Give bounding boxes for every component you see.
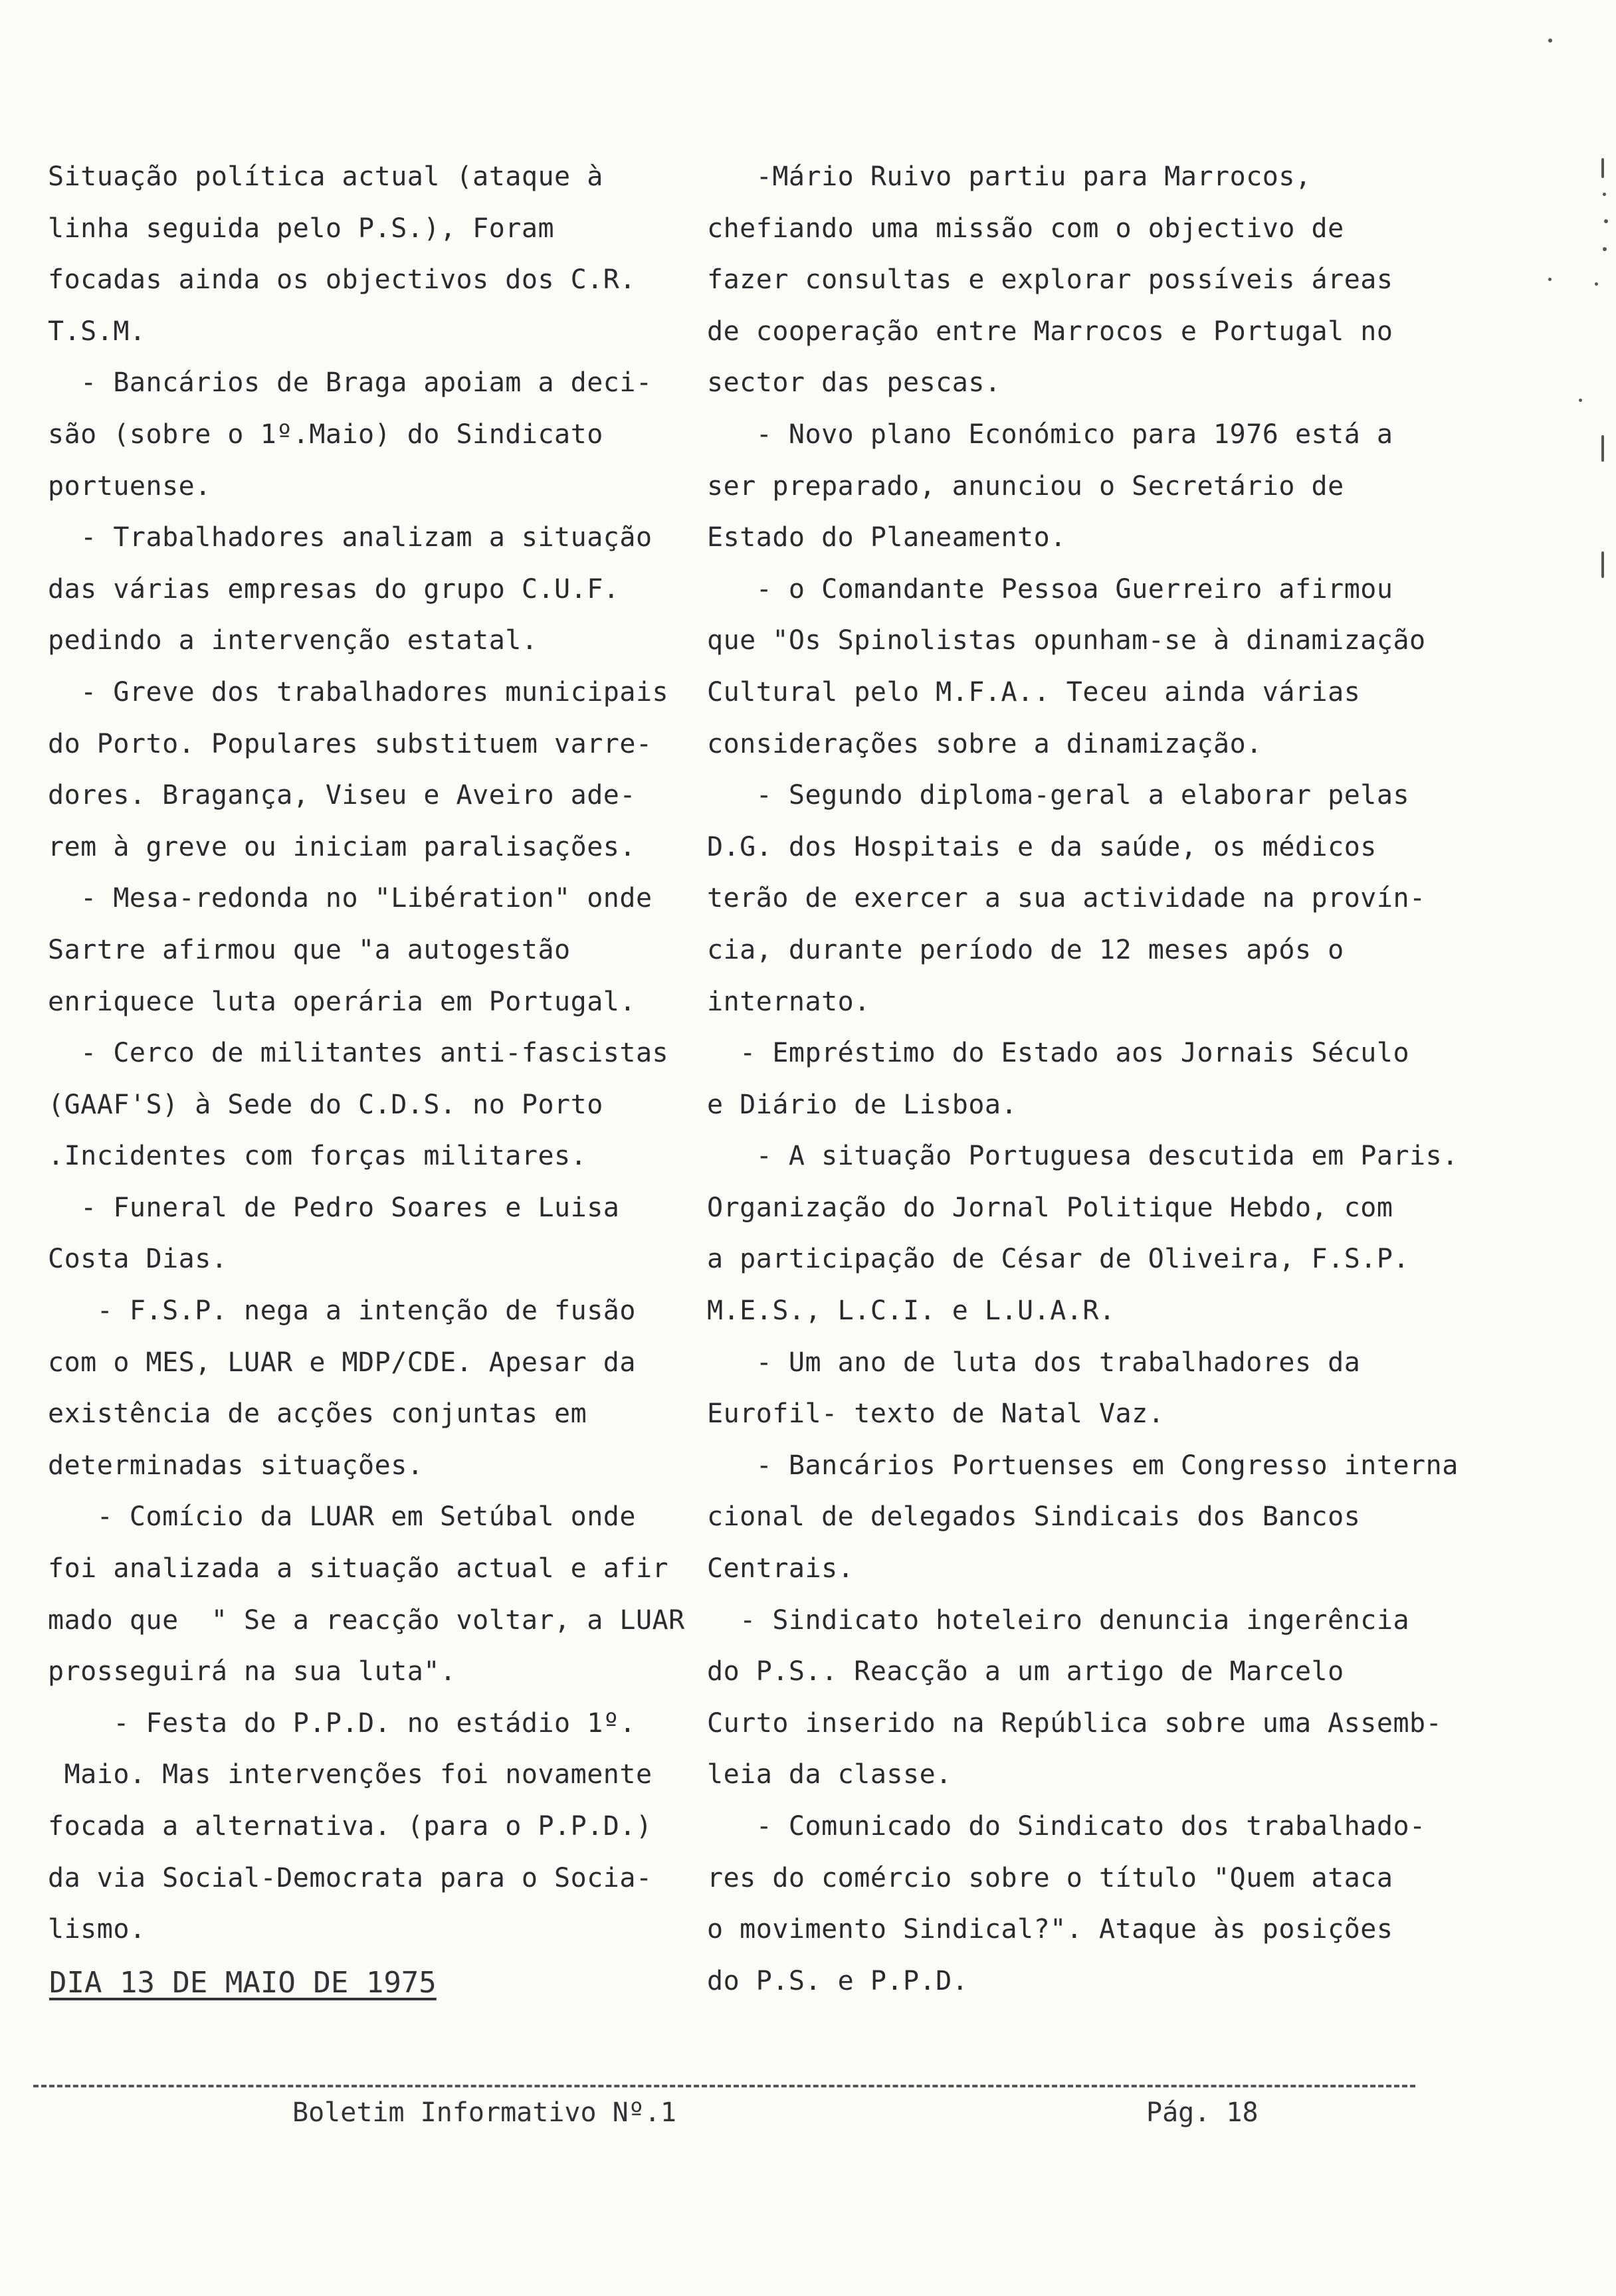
right-column-line: - Bancários Portuenses em Congresso interna [707, 1450, 1459, 1481]
left-column-line: - Comício da LUAR em Setúbal onde [48, 1501, 636, 1533]
left-column-line: - Greve dos trabalhadores municipais [48, 676, 669, 708]
footer-title: Boletim Informativo Nº.1 [292, 2097, 676, 2128]
right-column-line: Cultural pelo M.F.A.. Teceu ainda várias [707, 676, 1361, 708]
right-column-line: Curto inserido na República sobre uma Assemb- [707, 1707, 1443, 1739]
right-column-line: internato. [707, 986, 870, 1017]
right-column-line: res do comércio sobre o título "Quem ataca [707, 1862, 1393, 1893]
left-column-line: (GAAF'S) à Sede do C.D.S. no Porto [48, 1089, 603, 1120]
right-column-line: cional de delegados Sindicais dos Bancos [707, 1501, 1361, 1533]
left-column-line: - Festa do P.P.D. no estádio 1º. [48, 1707, 636, 1739]
left-column-line: pedindo a intervenção estatal. [48, 625, 538, 656]
right-column-line: fazer consultas e explorar possíveis áreas [707, 264, 1393, 296]
left-column-line: rem à greve ou iniciam paralisações. [48, 831, 636, 862]
left-column-line: são (sobre o 1º.Maio) do Sindicato [48, 419, 603, 450]
left-column-line: linha seguida pelo P.S.), Foram [48, 213, 555, 244]
page-number: Pág. 18 [1146, 2097, 1259, 2128]
left-column-line: prosseguirá na sua luta". [48, 1656, 456, 1687]
right-column-line: o movimento Sindical?". Ataque às posições [707, 1914, 1393, 1945]
left-column-line: do Porto. Populares substituem varre- [48, 728, 653, 759]
left-column-line: - Trabalhadores analizam a situação [48, 522, 653, 553]
right-column-line: Centrais. [707, 1553, 855, 1584]
left-column [48, 151, 706, 1956]
right-column [707, 151, 1491, 2007]
left-column-line: - Cerco de militantes anti-fascistas [48, 1038, 669, 1069]
right-column-line: Eurofil- texto de Natal Vaz. [707, 1398, 1165, 1430]
left-column-line: T.S.M. [48, 316, 146, 347]
right-column-line: cia, durante período de 12 meses após o [707, 934, 1344, 965]
footer-divider [33, 2085, 1415, 2087]
left-column-line: das várias empresas do grupo C.U.F. [48, 573, 620, 605]
left-column-line: portuense. [48, 470, 211, 502]
left-column-line: focada a alternativa. (para o P.P.D.) [48, 1811, 653, 1842]
right-column-line: - Segundo diploma-geral a elaborar pelas [707, 780, 1410, 811]
right-column-line: a participação de César de Oliveira, F.S.P. [707, 1244, 1410, 1275]
left-column-line: - Mesa-redonda no "Libération" onde [48, 883, 653, 914]
left-column-line: dores. Bragança, Viseu e Aveiro ade- [48, 780, 636, 811]
left-column-line: lismo. [48, 1914, 146, 1945]
right-column-line: chefiando uma missão com o objectivo de [707, 213, 1344, 244]
right-column-line: - Novo plano Económico para 1976 está a [707, 419, 1393, 450]
right-column-line: D.G. dos Hospitais e da saúde, os médicos [707, 831, 1377, 862]
left-column-line: Costa Dias. [48, 1244, 228, 1275]
date-heading: DIA 13 DE MAIO DE 1975 [49, 1966, 437, 2000]
right-column-line: do P.S. e P.P.D. [707, 1965, 969, 1996]
left-column-line: enriquece luta operária em Portugal. [48, 986, 636, 1017]
right-column-line: M.E.S., L.C.I. e L.U.A.R. [707, 1295, 1116, 1327]
right-column-line: - Sindicato hoteleiro denuncia ingerência [707, 1604, 1410, 1636]
right-column-line: do P.S.. Reacção a um artigo de Marcelo [707, 1656, 1344, 1687]
left-column-line: foi analizada a situação actual e afir [48, 1553, 669, 1584]
right-column-line: - Um ano de luta dos trabalhadores da [707, 1347, 1361, 1378]
right-column-line: e Diário de Lisboa. [707, 1089, 1018, 1120]
right-column-line: - A situação Portuguesa descutida em Paris. [707, 1141, 1459, 1172]
left-column-line: - Bancários de Braga apoiam a deci- [48, 367, 653, 399]
right-column-line: leia da classe. [707, 1759, 952, 1790]
right-column-line: - Empréstimo do Estado aos Jornais Século [707, 1038, 1410, 1069]
left-column-line: existência de acções conjuntas em [48, 1398, 587, 1430]
right-column-line: - Comunicado do Sindicato dos trabalhado- [707, 1811, 1426, 1842]
right-column-line: Organização do Jornal Politique Hebdo, com [707, 1192, 1393, 1223]
left-column-line: com o MES, LUAR e MDP/CDE. Apesar da [48, 1347, 636, 1378]
right-column-line: considerações sobre a dinamização. [707, 728, 1262, 759]
left-column-line: - F.S.P. nega a intenção de fusão [48, 1295, 636, 1327]
left-column-line: .Incidentes com forças militares. [48, 1141, 587, 1172]
right-column-line: sector das pescas. [707, 367, 1001, 399]
right-column-line: - o Comandante Pessoa Guerreiro afirmou [707, 573, 1393, 605]
left-column-line: Maio. Mas intervenções foi novamente [48, 1759, 653, 1790]
left-column-line: focadas ainda os objectivos dos C.R. [48, 264, 636, 296]
left-column-line: Sartre afirmou que "a autogestão [48, 934, 571, 965]
left-column-line: mado que " Se a reacção voltar, a LUAR [48, 1604, 685, 1636]
right-column-line: de cooperação entre Marrocos e Portugal no [707, 316, 1393, 347]
left-column-line: determinadas situações. [48, 1450, 424, 1481]
right-column-line: terão de exercer a sua actividade na provín- [707, 883, 1426, 914]
right-column-line: -Mário Ruivo partiu para Marrocos, [707, 161, 1312, 192]
left-column-line: Situação política actual (ataque à [48, 161, 603, 192]
left-column-line: da via Social-Democrata para o Socia- [48, 1862, 653, 1893]
right-column-line: Estado do Planeamento. [707, 522, 1066, 553]
right-column-line: ser preparado, anunciou o Secretário de [707, 470, 1344, 502]
left-column-line: - Funeral de Pedro Soares e Luisa [48, 1192, 620, 1223]
right-column-line: que "Os Spinolistas opunham-se à dinamização [707, 625, 1426, 656]
